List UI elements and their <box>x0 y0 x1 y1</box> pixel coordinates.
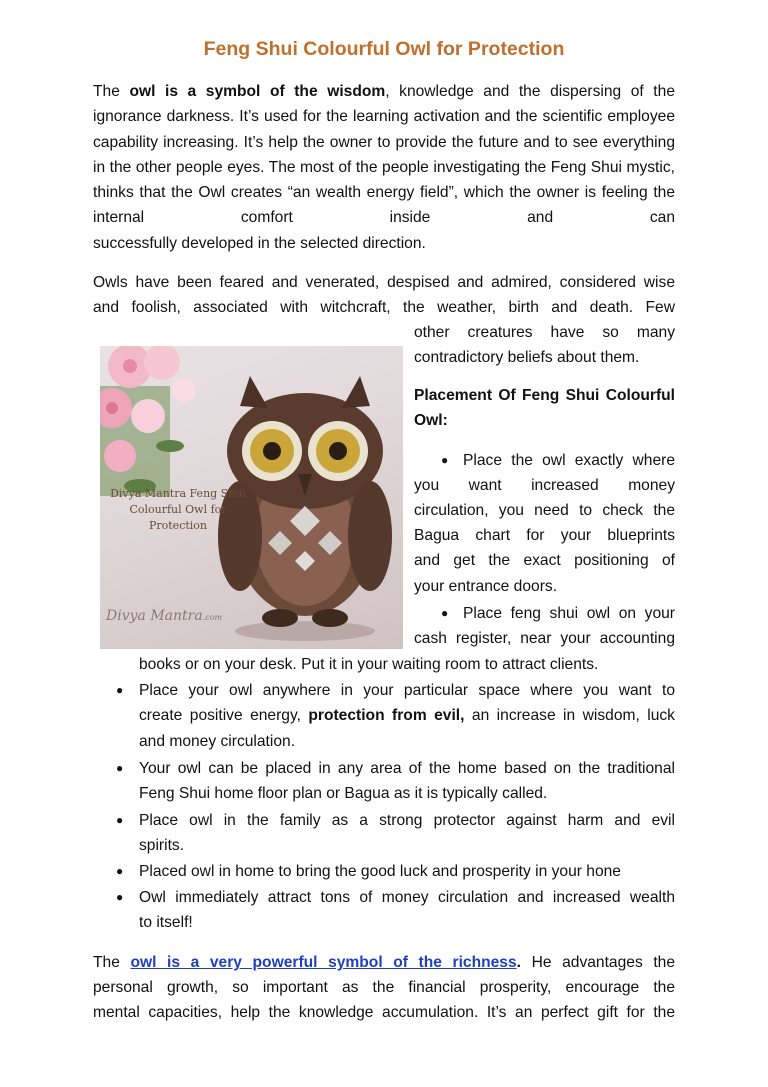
bullet-dot: ● <box>441 453 449 467</box>
intro-lead: The <box>93 83 130 100</box>
full-bullet-2-line-1: Your owl can be placed in any area of the home based on the traditional <box>139 760 675 777</box>
owls-line-4: contradictory beliefs about them. <box>414 349 640 366</box>
closing-line-1 <box>93 950 675 975</box>
side-bullet-1-line-4: Bagua chart for your blueprints <box>414 527 675 544</box>
closing-line-2: personal growth, so important as the financial prosperity, encourage the <box>93 979 675 996</box>
full-bullet-1-text-post: an increase in wisdom, luck <box>464 707 675 724</box>
owls-line-2: and foolish, associated with witchcraft, the weather, birth and death. Few <box>93 299 675 316</box>
full-bullet-3-line-1: Place owl in the family as a strong protector against harm and evil <box>139 812 675 829</box>
side-bullet-1-line-1: Place the owl exactly where <box>463 452 675 469</box>
intro-rest: , knowledge and the dispersing of the ignorance darkness. It’s used for the learning activation and the scientific employee capability increasing. It’s help the owner to provide the future and to see everything in the other people eyes. The most of the people investigating the Feng Shui mystic, thinks that the Owl creates “an wealth energy field”, which the owner is feeling the internal comfort inside and can <box>93 83 675 227</box>
photo-watermark <box>106 608 222 624</box>
watermark-sub: .com <box>202 613 223 622</box>
richness-link[interactable]: owl is a very powerful symbol of the richness <box>130 954 517 971</box>
closing-lead: The <box>93 954 131 971</box>
side-bullet-2-line-1: Place feng shui owl on your <box>463 605 675 622</box>
owl-product-photo <box>100 346 403 649</box>
full-bullet-1-line-2 <box>139 703 675 728</box>
intro-paragraph <box>93 79 675 256</box>
full-bullet-1-line-1: Place your owl anywhere in your particular space where you want to <box>139 682 675 699</box>
photo-caption-line-2: Colourful Owl for Protection <box>129 503 227 532</box>
bullet-dot: ● <box>116 813 124 827</box>
full-bullet-3-line-2: spirits. <box>139 837 185 854</box>
photo-caption <box>108 486 248 534</box>
full-bullet-1-line-3: and money circulation. <box>139 733 296 750</box>
bullet-dot: ● <box>116 890 124 904</box>
side-bullet-1-line-3: circulation, you need to check the <box>414 502 675 519</box>
closing-line-3: mental capacities, help the knowledge accumulation. It’s an perfect gift for the <box>93 1004 675 1021</box>
photo-caption-line-1: Divya Mantra Feng Shui <box>110 487 246 500</box>
side-bullet-2-line-3: books or on your desk. Put it in your waiting room to attract clients. <box>139 656 599 673</box>
full-bullet-2-line-2: Feng Shui home floor plan or Bagua as it is typically called. <box>139 785 548 802</box>
full-bullet-5-line-1: Owl immediately attract tons of money circulation and increased wealth <box>139 889 675 906</box>
placement-heading-line-2: Owl: <box>414 412 448 429</box>
side-bullet-1-line-2: you want increased money <box>414 477 675 494</box>
side-bullet-1-line-6: your entrance doors. <box>414 578 558 595</box>
closing-line-1-rest: He advantages the <box>521 954 676 971</box>
owls-line-1: Owls have been feared and venerated, despised and admired, considered wise <box>93 274 675 291</box>
full-bullet-5-line-2: to itself! <box>139 914 193 931</box>
bullet-dot: ● <box>116 683 124 697</box>
intro-last-line: successfully developed in the selected direction. <box>93 234 426 252</box>
page-title: Feng Shui Colourful Owl for Protection <box>203 38 565 60</box>
side-bullet-2-line-2: cash register, near your accounting <box>414 630 675 647</box>
watermark-text: Divya Mantra <box>106 608 203 624</box>
side-bullet-1-line-5: and get the exact positioning of <box>414 552 675 569</box>
full-bullet-1-text: create positive energy, <box>139 707 309 724</box>
closing-period: . <box>516 954 522 971</box>
owls-line-3: other creatures have so many <box>414 324 675 341</box>
bullet-dot: ● <box>441 606 449 620</box>
full-bullet-1-bold: protection from evil, <box>308 707 465 724</box>
placement-heading-line-1: Placement Of Feng Shui Colourful <box>414 387 675 404</box>
bullet-dot: ● <box>116 761 124 775</box>
full-bullet-4-line-1: Placed owl in home to bring the good luck and prosperity in your hone <box>139 863 621 880</box>
intro-bold-phrase: owl is a symbol of the wisdom <box>129 83 386 100</box>
flower-bouquet <box>100 346 196 496</box>
bullet-dot: ● <box>116 864 124 878</box>
